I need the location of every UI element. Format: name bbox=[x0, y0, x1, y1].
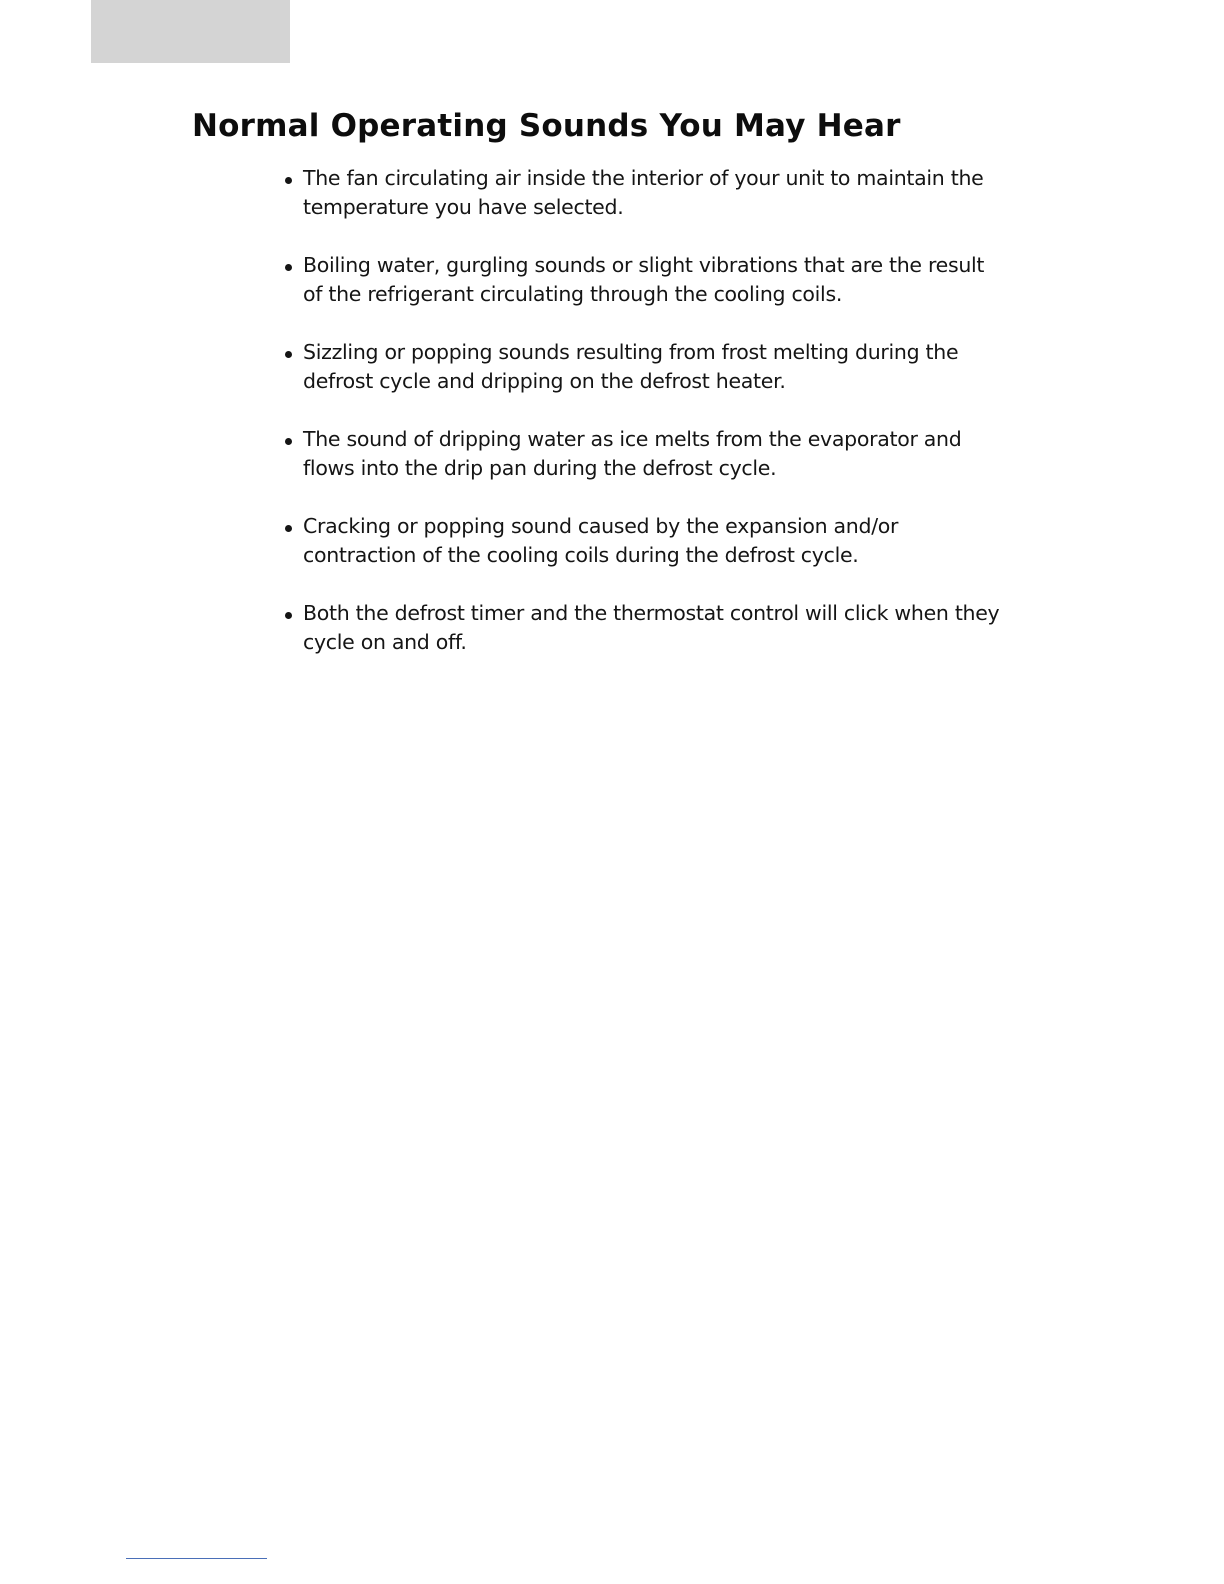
bullet-icon bbox=[285, 264, 292, 271]
list-item bbox=[282, 425, 1002, 483]
bullet-icon bbox=[285, 438, 292, 445]
list-item bbox=[282, 599, 1002, 657]
footer-rule bbox=[126, 1558, 267, 1559]
list-item bbox=[282, 164, 1002, 222]
page-heading: Normal Operating Sounds You May Hear bbox=[192, 108, 901, 144]
list-item-text: Cracking or popping sound caused by the expansion and/or contraction of the cooling coils during the defrost cycle. bbox=[303, 514, 899, 567]
bullet-icon bbox=[285, 351, 292, 358]
bullet-icon bbox=[285, 612, 292, 619]
bullet-icon bbox=[285, 525, 292, 532]
list-item-text: Boiling water, gurgling sounds or slight vibrations that are the result of the refrigerant circulating through the cooling coils. bbox=[303, 253, 985, 306]
list-item-text: Both the defrost timer and the thermostat control will click when they cycle on and off. bbox=[303, 601, 1000, 654]
list-item-text: The fan circulating air inside the interior of your unit to maintain the temperature you have selected. bbox=[303, 166, 984, 219]
list-item-text: The sound of dripping water as ice melts from the evaporator and flows into the drip pan during the defrost cycle. bbox=[303, 427, 962, 480]
list-item bbox=[282, 251, 1002, 309]
operating-sounds-list bbox=[282, 164, 1002, 686]
list-item bbox=[282, 338, 1002, 396]
list-item bbox=[282, 512, 1002, 570]
bullet-icon bbox=[285, 177, 292, 184]
list-item-text: Sizzling or popping sounds resulting from frost melting during the defrost cycle and dripping on the defrost heater. bbox=[303, 340, 959, 393]
page-header-tab bbox=[91, 0, 290, 63]
